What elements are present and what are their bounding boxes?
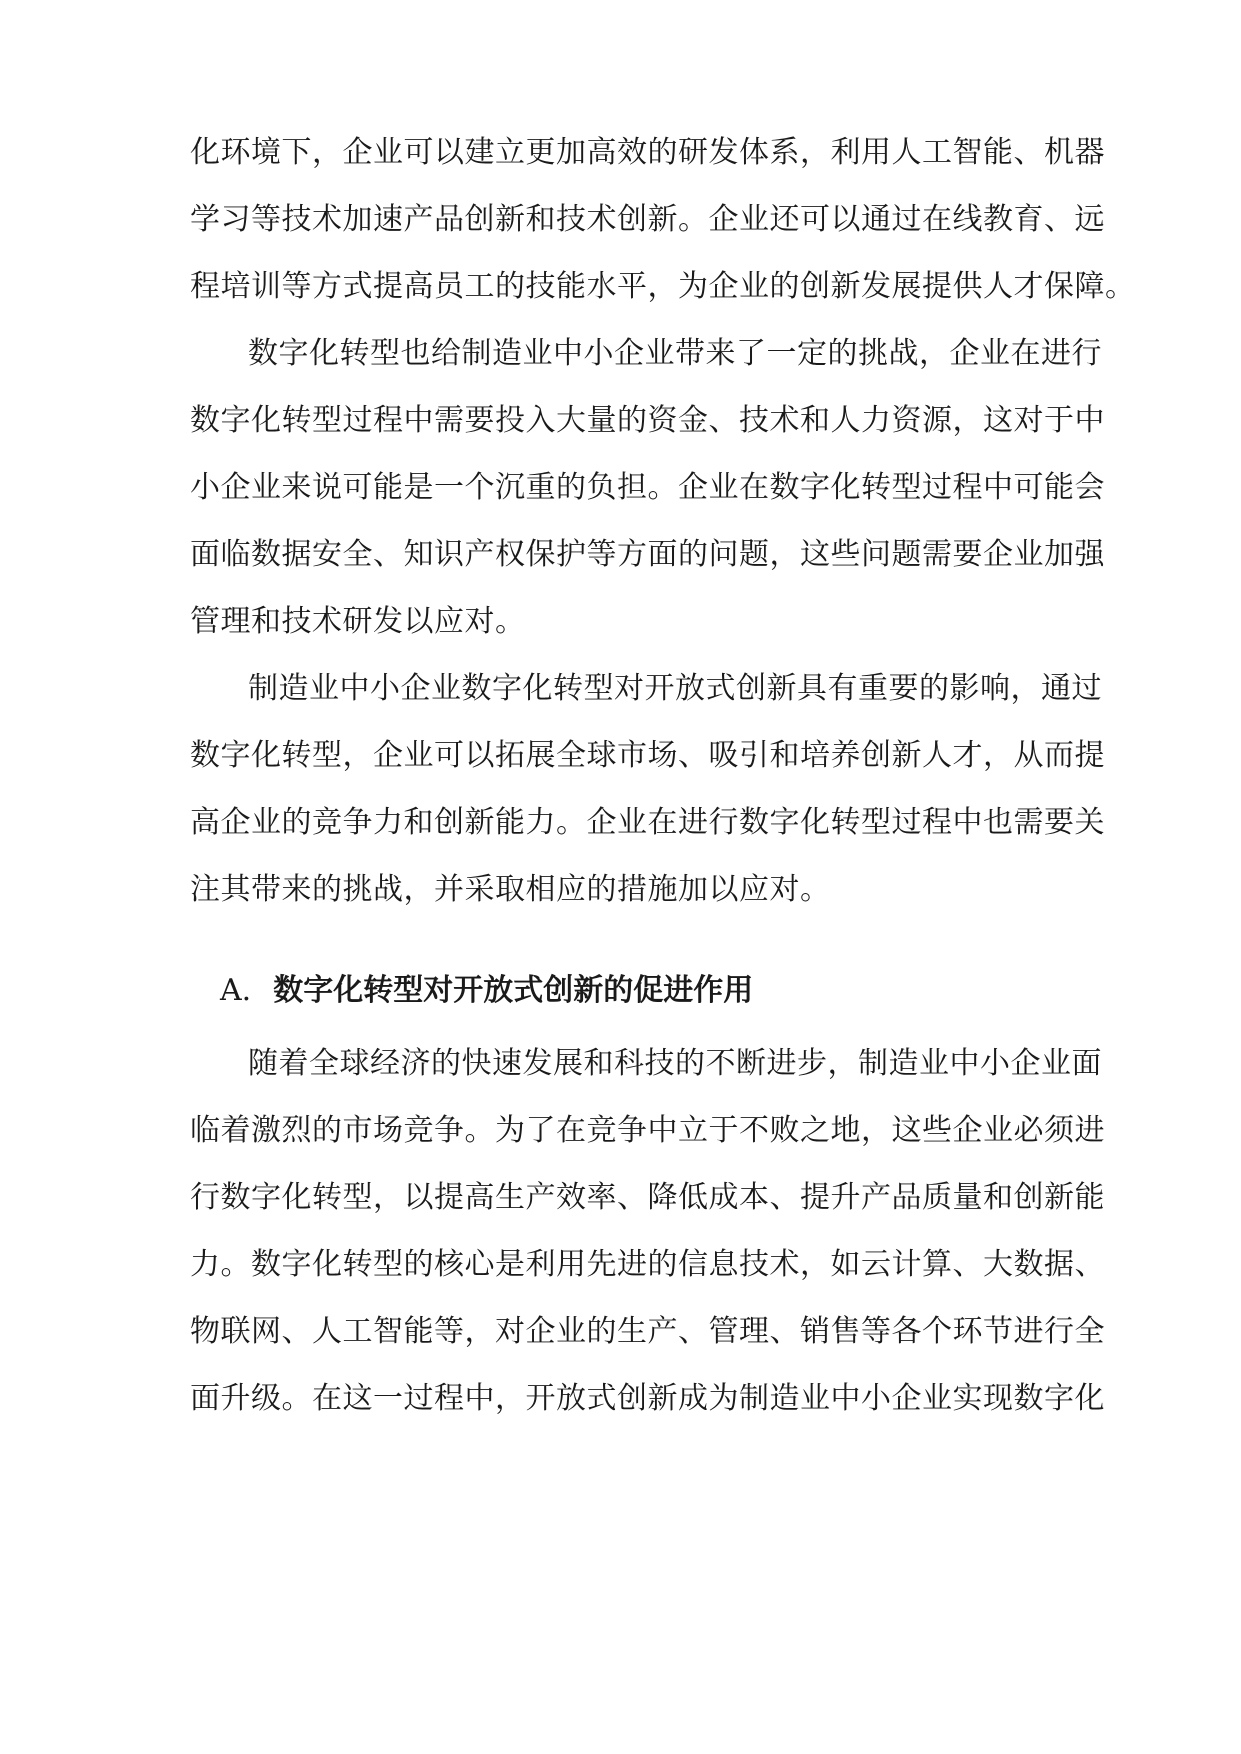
text-line: 化环境下，企业可以建立更加高效的研发体系，利用人工智能、机器: [190, 135, 1105, 170]
text-line: 管理和技术研发以应对。: [190, 604, 526, 639]
text-line: 学习等技术加速产品创新和技术创新。企业还可以通过在线教育、远: [190, 202, 1105, 237]
text-line: 制造业中小企业数字化转型对开放式创新具有重要的影响，通过: [248, 671, 1102, 706]
text-line: 高企业的竞争力和创新能力。企业在进行数字化转型过程中也需要关: [190, 805, 1105, 840]
text-line: 行数字化转型，以提高生产效率、降低成本、提升产品质量和创新能: [190, 1180, 1105, 1215]
text-line: 临着激烈的市场竞争。为了在竞争中立于不败之地，这些企业必须进: [190, 1113, 1105, 1148]
text-line: 数字化转型，企业可以拓展全球市场、吸引和培养创新人才，从而提: [190, 738, 1105, 773]
section-marker: A.: [220, 973, 252, 1008]
text-line: 力。数字化转型的核心是利用先进的信息技术，如云计算、大数据、: [190, 1247, 1105, 1282]
text-line: 面临数据安全、知识产权保护等方面的问题，这些问题需要企业加强: [190, 537, 1105, 572]
text-line: 小企业来说可能是一个沉重的负担。企业在数字化转型过程中可能会: [190, 470, 1105, 505]
text-line: 数字化转型过程中需要投入大量的资金、技术和人力资源，这对于中: [190, 403, 1105, 438]
text-line: 数字化转型也给制造业中小企业带来了一定的挑战，企业在进行: [248, 336, 1102, 371]
text-line: 面升级。在这一过程中，开放式创新成为制造业中小企业实现数字化: [190, 1381, 1105, 1416]
section-heading: [220, 971, 1070, 1011]
text-line: 注其带来的挑战，并采取相应的措施加以应对。: [190, 872, 831, 907]
text-line: 程培训等方式提高员工的技能水平，为企业的创新发展提供人才保障。: [190, 269, 1136, 304]
text-line: 物联网、人工智能等，对企业的生产、管理、销售等各个环节进行全: [190, 1314, 1105, 1349]
section-title: 数字化转型对开放式创新的促进作用: [273, 973, 754, 1008]
text-line: 随着全球经济的快速发展和科技的不断进步，制造业中小企业面: [248, 1046, 1102, 1081]
